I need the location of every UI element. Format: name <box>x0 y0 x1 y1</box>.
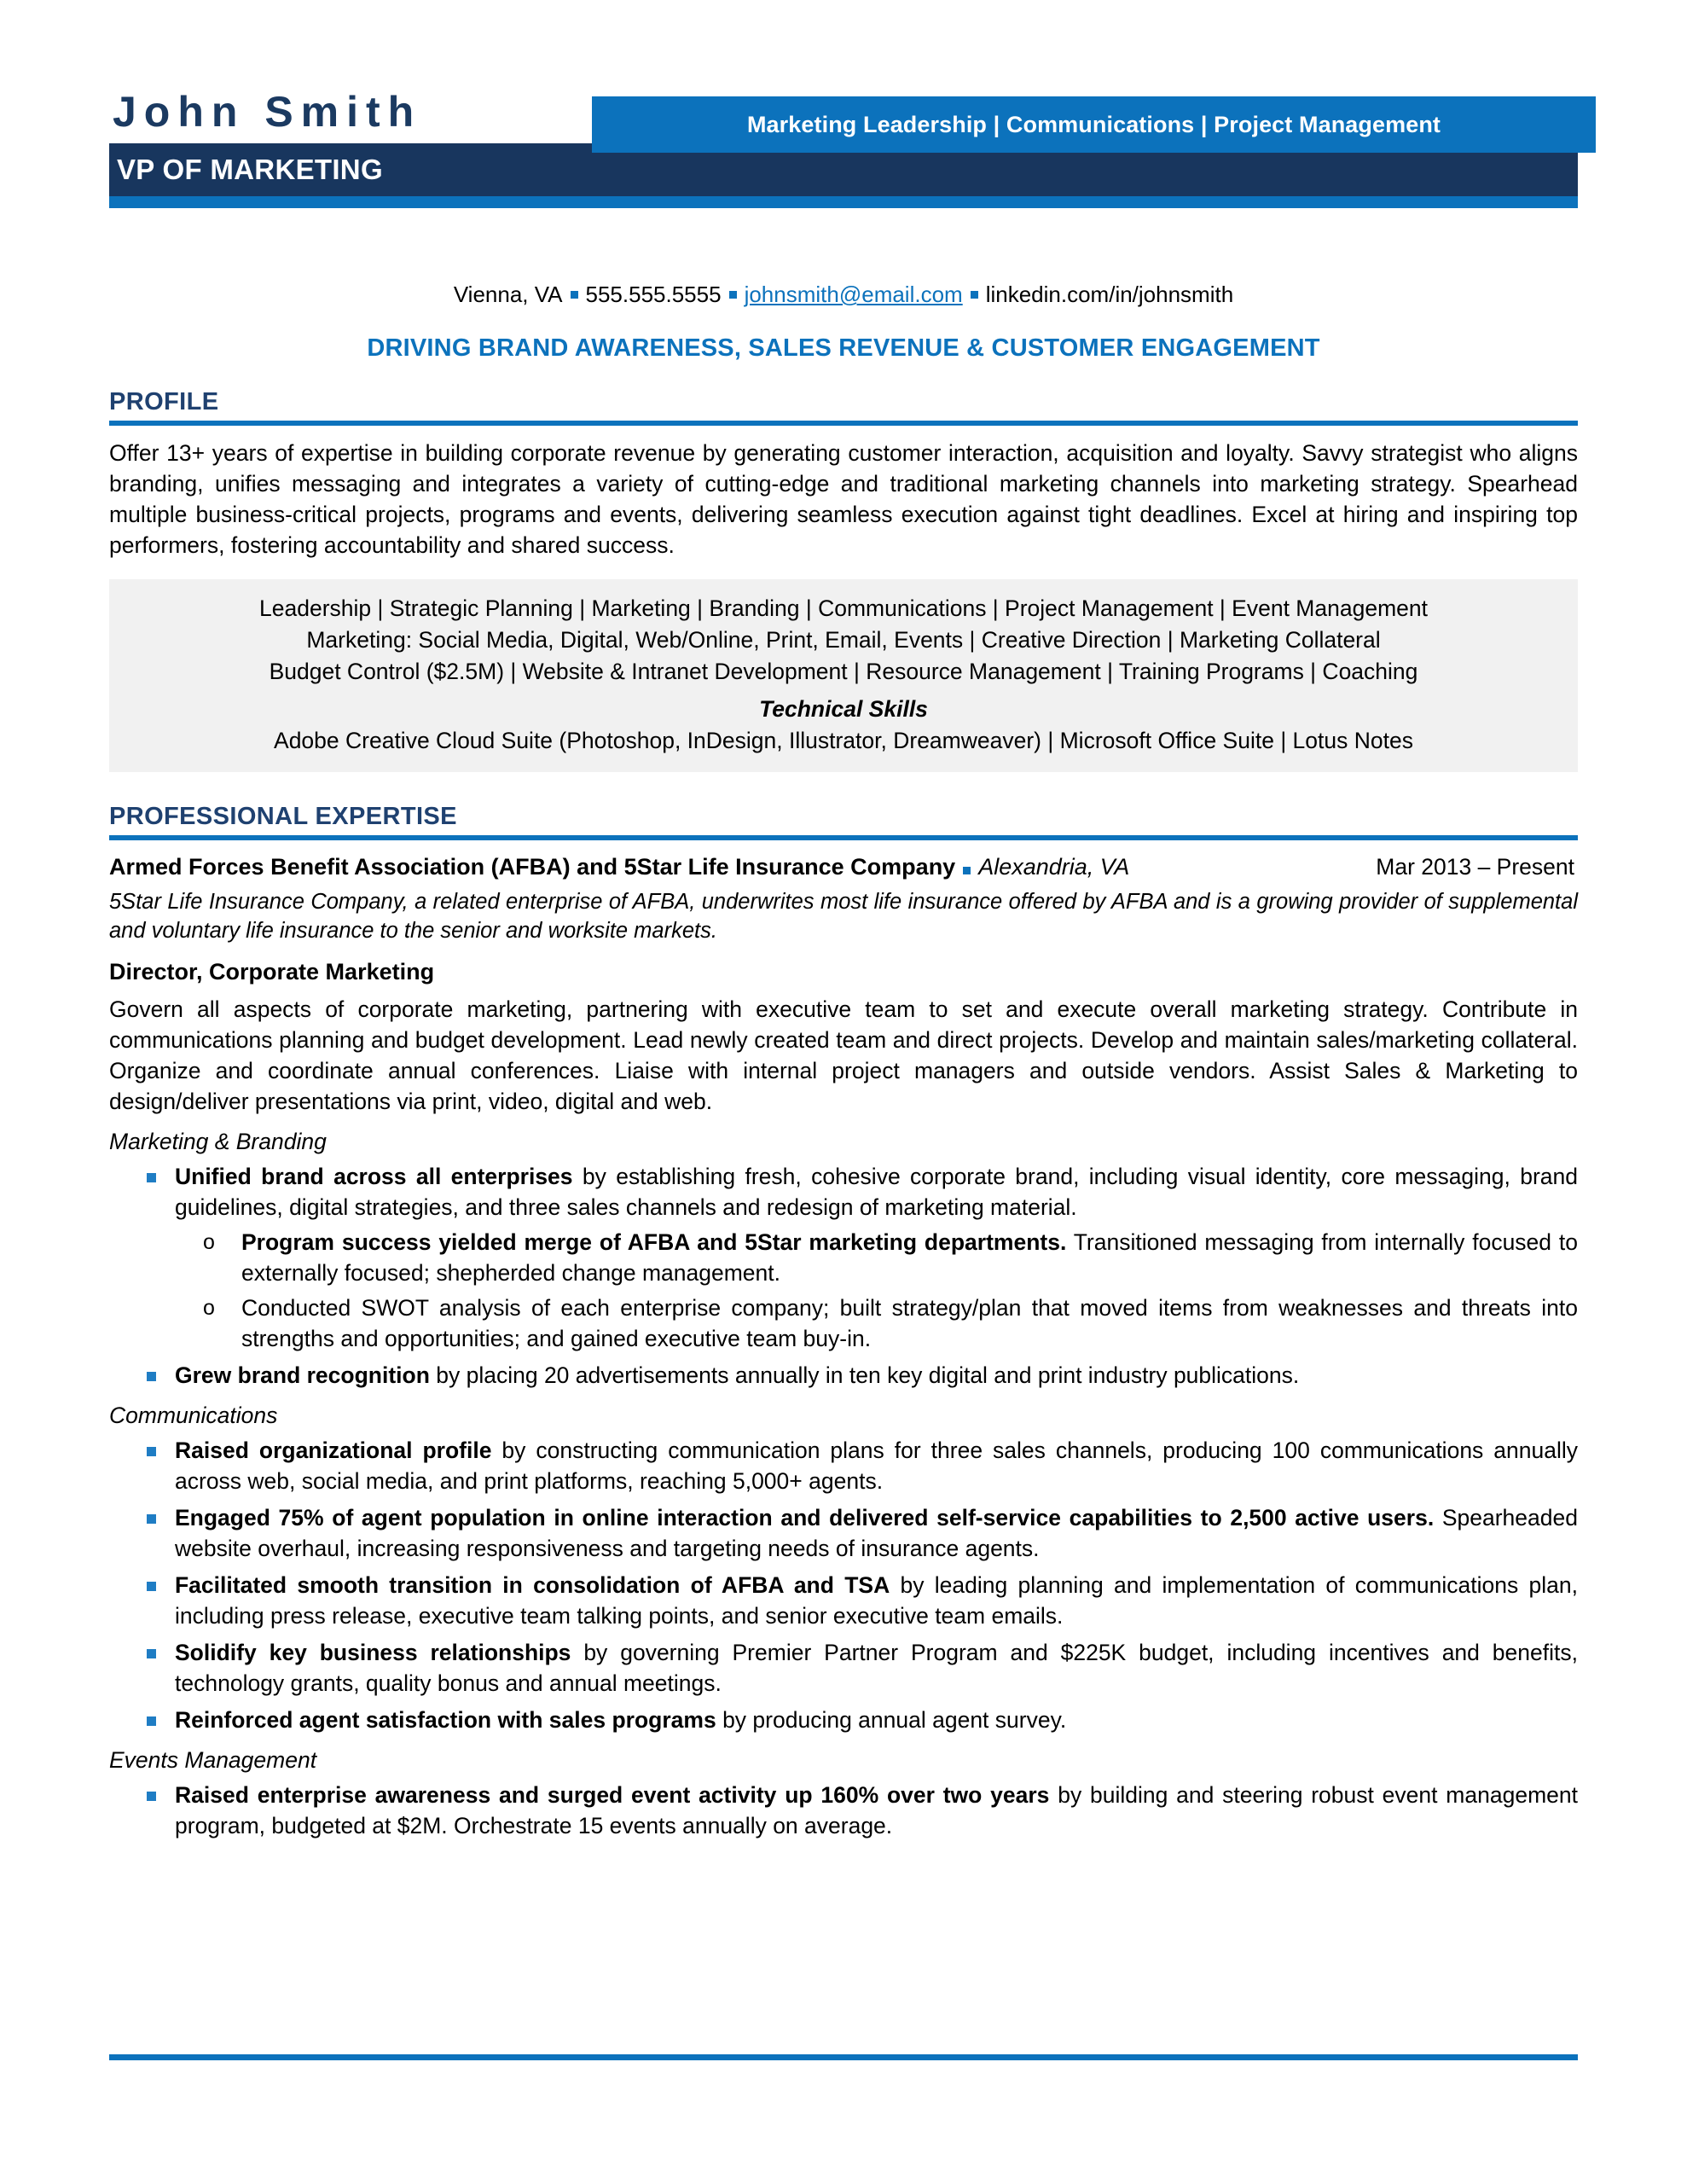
skills-line: Leadership | Strategic Planning | Marketing | Branding | Communications | Project Management | Event Management <box>259 595 1428 621</box>
contact-linkedin: linkedin.com/in/johnsmith <box>985 282 1234 307</box>
sub-achievement-text: Transitioned messaging from internally focused to externally focused; shepherded change management. <box>241 1229 1578 1286</box>
expertise-section <box>109 803 1578 1841</box>
bullet-square-icon <box>147 1372 156 1381</box>
job-dates: Mar 2013 – Present <box>1376 854 1574 880</box>
achievement-item <box>109 1637 1578 1699</box>
profile-divider <box>109 421 1578 426</box>
achievement-item <box>109 1435 1578 1496</box>
job-location: Alexandria, VA <box>978 854 1130 880</box>
achievement-text: Spearheaded website overhaul, increasing responsiveness and targeting needs of insurance agents. <box>175 1505 1578 1561</box>
contact-phone: 555.555.5555 <box>585 282 722 307</box>
separator-square-icon <box>971 291 978 299</box>
bullet-square-icon <box>147 1716 156 1726</box>
sub-achievement-list <box>175 1227 1578 1354</box>
achievement-text: by constructing communication plans for three sales channels, producing 100 communications annually across web, social media, and print platforms, reaching 5,000+ agents. <box>175 1438 1578 1494</box>
expertise-divider <box>109 835 1578 840</box>
achievement-item <box>109 1705 1578 1735</box>
technical-skills-line: Adobe Creative Cloud Suite (Photoshop, InDesign, Illustrator, Dreamweaver) | Microsoft Office Suite | Lotus Notes <box>274 728 1413 753</box>
achievement-item <box>109 1502 1578 1564</box>
achievement-highlight: Raised enterprise awareness and surged event activity up 160% over two years <box>175 1782 1050 1808</box>
tagline-text: Marketing Leadership | Communications | Project Management <box>746 111 1441 137</box>
bullet-circle-icon: o <box>203 1296 215 1320</box>
profile-paragraph: Offer 13+ years of expertise in building corporate revenue by generating customer interaction, acquisition and loyalty. Savvy strategist who aligns branding, unifies messaging and integrates a variety of cutting-edge and traditional marketing channels into marketing strategy. Spearhead multiple business-critical projects, programs and events, delivering seamless execution against tight deadlines. Excel at hiring and inspiring top performers, fostering accountability and shared success. <box>109 440 1578 558</box>
sub-achievement-highlight: Program success yielded merge of AFBA and 5Star marketing departments. <box>241 1229 1067 1255</box>
achievement-text: by placing 20 advertisements annually in ten key digital and print industry publications. <box>429 1362 1300 1388</box>
footer-divider <box>109 2054 1578 2060</box>
contact-location: Vienna, VA <box>453 282 563 307</box>
expertise-heading: PROFESSIONAL EXPERTISE <box>109 803 457 830</box>
profile-heading: PROFILE <box>109 388 219 415</box>
headline-statement: DRIVING BRAND AWARENESS, SALES REVENUE & CUSTOMER ENGAGEMENT <box>367 334 1320 362</box>
achievement-highlight: Unified brand across all enterprises <box>175 1164 573 1189</box>
contact-email-link[interactable]: johnsmith@email.com <box>744 282 963 307</box>
achievement-subheading: Communications <box>109 1403 278 1428</box>
job-company: Armed Forces Benefit Association (AFBA) and 5Star Life Insurance Company <box>109 854 956 880</box>
skills-line: Marketing: Social Media, Digital, Web/Online, Print, Email, Events | Creative Direction | Marketing Collateral <box>306 627 1381 653</box>
bullet-square-icon <box>147 1582 156 1591</box>
achievement-list <box>109 1780 1578 1841</box>
candidate-name: John Smith <box>113 88 422 136</box>
bullet-square-icon <box>147 1792 156 1801</box>
separator-square-icon <box>963 867 971 874</box>
tagline-box <box>592 96 1596 153</box>
achievement-text: by leading planning and implementation of communications plan, including press release, executive team talking points, and senior executive team emails. <box>175 1572 1578 1629</box>
achievement-highlight: Solidify key business relationships <box>175 1640 571 1665</box>
achievement-subheading: Events Management <box>109 1747 317 1773</box>
bullet-square-icon <box>147 1173 156 1182</box>
resume-header <box>109 85 1578 247</box>
achievement-item <box>109 1360 1578 1391</box>
achievement-highlight: Reinforced agent satisfaction with sales programs <box>175 1707 716 1733</box>
bullet-square-icon <box>147 1447 156 1456</box>
technical-skills-label: Technical Skills <box>759 696 928 722</box>
achievement-item <box>109 1780 1578 1841</box>
achievement-item <box>109 1570 1578 1631</box>
achievement-item <box>109 1161 1578 1354</box>
achievement-subheading: Marketing & Branding <box>109 1129 327 1154</box>
skills-line: Budget Control ($2.5M) | Website & Intranet Development | Resource Management | Training Programs | Coaching <box>269 659 1418 684</box>
achievement-groups <box>109 1129 1578 1841</box>
achievement-highlight: Grew brand recognition <box>175 1362 430 1388</box>
sub-achievement-text: Conducted SWOT analysis of each enterprise company; built strategy/plan that moved items from weaknesses and threats into strengths and opportunities; and gained executive team buy-in. <box>241 1295 1578 1351</box>
profile-section <box>109 388 1578 561</box>
job-title: Director, Corporate Marketing <box>109 959 435 985</box>
achievement-list <box>109 1435 1578 1735</box>
sub-achievement-item <box>175 1292 1578 1354</box>
achievement-text: by governing Premier Partner Program and $225K budget, including incentives and benefits, technology grants, quality bonus and annual meetings. <box>175 1640 1578 1696</box>
bullet-square-icon <box>147 1649 156 1658</box>
achievement-highlight: Engaged 75% of agent population in online interaction and delivered self-service capabilities to 2,500 active users. <box>175 1505 1435 1531</box>
separator-square-icon <box>571 291 578 299</box>
achievement-text: by building and steering robust event management program, budgeted at $2M. Orchestrate 15 events annually on average. <box>175 1782 1578 1838</box>
separator-square-icon <box>729 291 737 299</box>
header-accent-bar <box>109 196 1578 208</box>
job-summary: Govern all aspects of corporate marketing, partnering with executive team to set and execute overall marketing strategy. Contribute in communications planning and budget development. Lead newly created team and direct projects. Develop and maintain sales/marketing collateral. Organize and coordinate annual conferences. Liaise with internal project managers and outside vendors. Assist Sales & Marketing to design/deliver presentations via print, video, digital and web. <box>109 996 1578 1114</box>
bullet-square-icon <box>147 1514 156 1524</box>
candidate-role: VP OF MARKETING <box>117 154 383 185</box>
achievement-list <box>109 1161 1578 1391</box>
job-header <box>109 854 1578 880</box>
achievement-text: by establishing fresh, cohesive corporate brand, including visual identity, core messaging, brand guidelines, digital strategies, and three sales channels and redesign of marketing material. <box>175 1164 1578 1220</box>
achievement-text: by producing annual agent survey. <box>716 1707 1067 1733</box>
contact-line <box>109 280 1578 309</box>
achievement-highlight: Raised organizational profile <box>175 1438 492 1463</box>
achievement-highlight: Facilitated smooth transition in consolidation of AFBA and TSA <box>175 1572 890 1598</box>
bullet-circle-icon: o <box>203 1230 215 1254</box>
core-skills-box <box>109 579 1578 772</box>
sub-achievement-item <box>175 1227 1578 1288</box>
company-description: 5Star Life Insurance Company, a related enterprise of AFBA, underwrites most life insurance offered by AFBA and is a growing provider of supplemental and voluntary life insurance to the senior and worksite markets. <box>109 890 1578 943</box>
